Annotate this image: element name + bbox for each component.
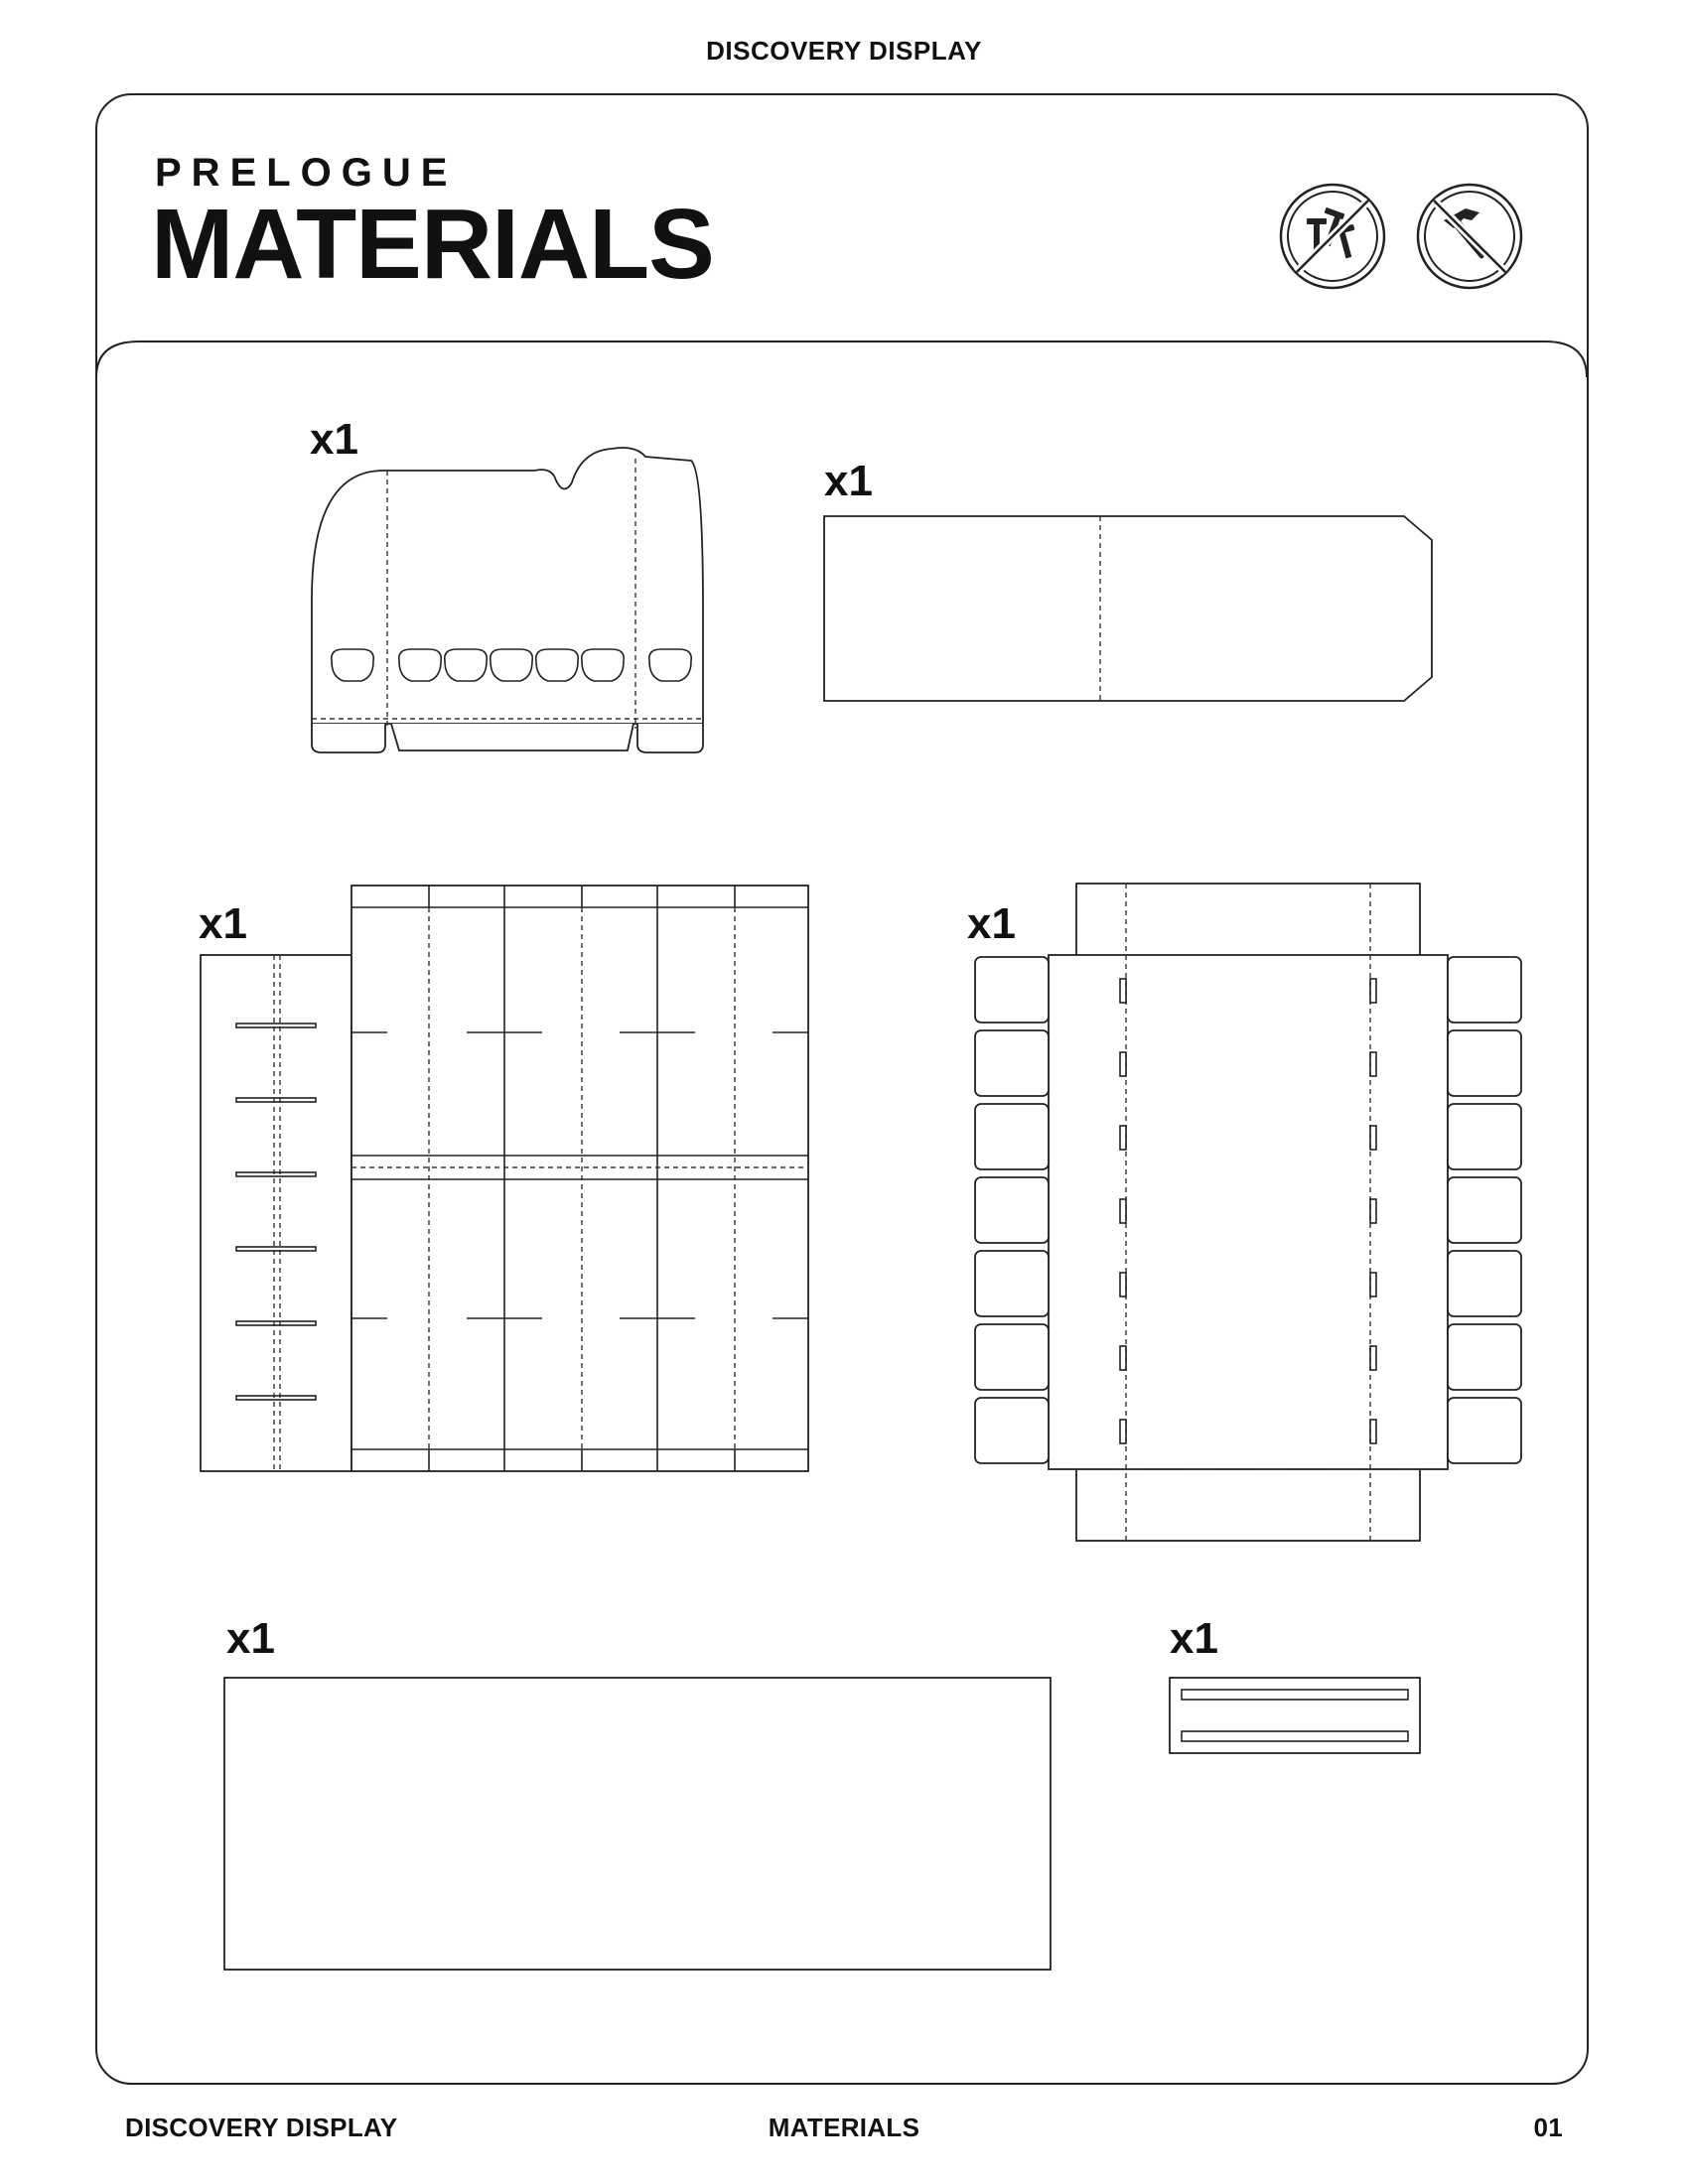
- top-panel-piece: [820, 512, 1436, 711]
- quantity-label: x1: [824, 457, 873, 505]
- header-title: DISCOVERY DISPLAY: [706, 36, 982, 66]
- shelf-left-piece: [197, 882, 812, 1487]
- page-title: MATERIALS: [151, 189, 714, 300]
- quantity-label: x1: [967, 899, 1016, 948]
- front-panel-piece: [304, 441, 721, 758]
- footer-document-title: DISCOVERY DISPLAY: [125, 2113, 398, 2142]
- quantity-label: x1: [310, 415, 358, 464]
- page-number: 01: [1533, 2113, 1563, 2142]
- quantity-label: x1: [199, 899, 247, 948]
- shelf-right-piece: [967, 880, 1533, 1545]
- page-subtitle: PRELOGUE: [155, 151, 458, 195]
- back-board-piece: [222, 1676, 1056, 1974]
- no-nails-icon: [1277, 181, 1388, 292]
- quantity-label: x1: [1170, 1614, 1218, 1663]
- support-strip-piece: [1168, 1676, 1426, 1757]
- footer-section-title: MATERIALS: [768, 2113, 920, 2142]
- quantity-label: x1: [226, 1614, 275, 1663]
- no-hammer-icon: [1414, 181, 1525, 292]
